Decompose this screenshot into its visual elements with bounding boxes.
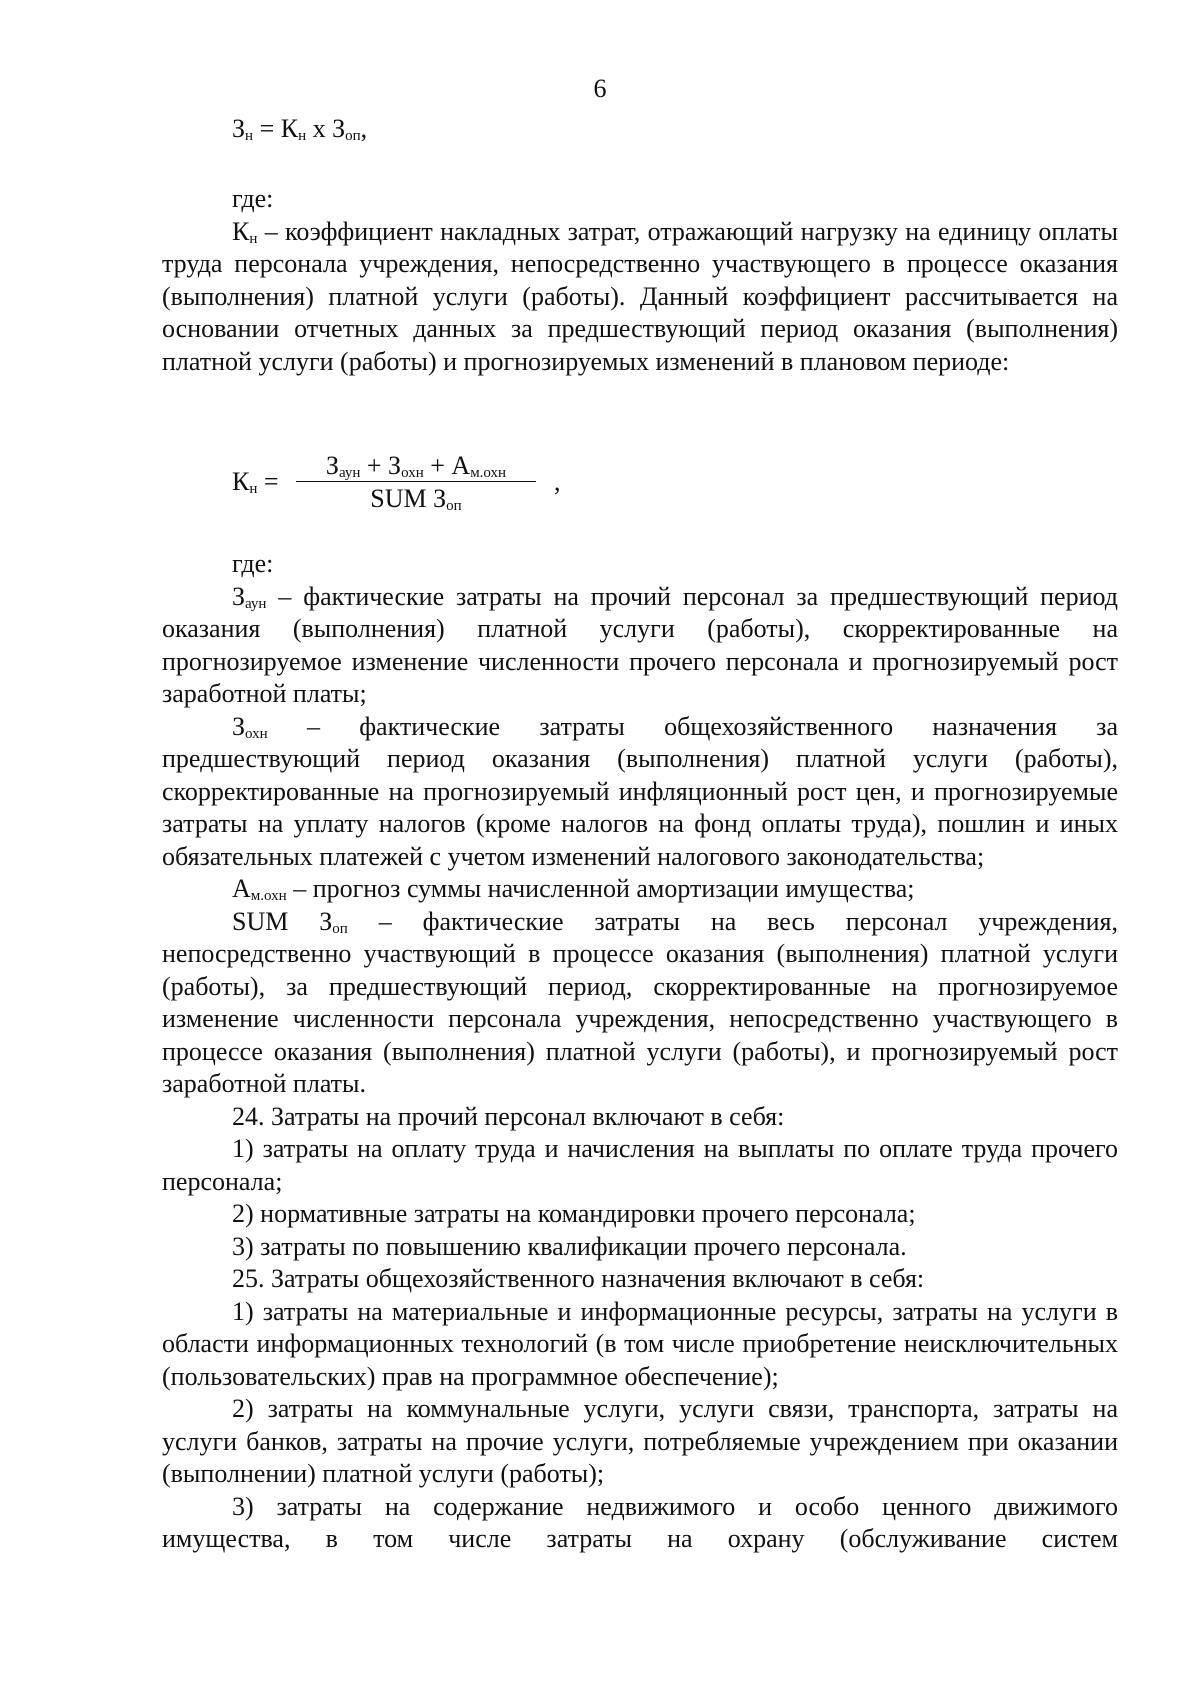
formula-subscript: оп [446,498,462,514]
text-block-2 [162,548,1118,1556]
definition-subscript: н [249,230,258,247]
definition-symbol: А [232,874,251,903]
clause-25-item-3: 3) затраты на содержание недвижимого и особо ценного движимого имущества, в том числе затраты на охрану (обслуживание систем [162,1491,1118,1553]
page-number: 6 [593,74,607,103]
definition-subscript: аун [245,595,267,612]
formula-symbol: + А [423,451,471,480]
definition-symbol: З [232,581,246,611]
definition-text: – фактические затраты на весь персонал учреждения, непосредственно участвующий в процессе оказания (выполнения) платной услуги (работы), за предшествующий период, скорректированные на прогнозируемое изменение численности персонала учреждения, непосредственно участвующего в процессе оказания (выполнения) платной услуги (работы), и прогнозируемый рост заработной платы. [162,906,1118,1098]
formula-symbol: З [325,451,339,480]
formula-subscript: н [245,128,254,144]
definition-amohn [162,873,1118,906]
formula-symbol: З [232,114,246,143]
formula-subscript: н [249,481,258,497]
definition-text: – коэффициент накладных затрат, отражающий нагрузку на единицу оплаты труда персонала учреждения, непосредственно участвующего в процессе оказания (выполнения) платной услуги (работы). Данный коэффициент рассчитывается на основании отчетных данных за предшествующий период оказания (выполнения) платной услуги (работы) и прогнозируемых изменений в плановом периоде: [162,216,1118,376]
clause-24-item-1: 1) затраты на оплату труда и начисления на выплаты по оплате труда прочего персонала; [162,1134,1118,1196]
where-label: где: [232,549,274,578]
formula-symbol: = К [253,114,299,143]
formula-overhead-costs [232,114,367,144]
clause-25-item-2: 2) затраты на коммунальные услуги, услуги связи, транспорта, затраты на услуги банков, затраты на прочие услуги, потребляемые учреждением при оказании (выполнении) платной услуги (работы); [162,1394,1118,1488]
definition-symbol: SUM З [232,906,333,936]
definition-subscript: м.охн [250,888,287,904]
clause-25-item-1: 1) затраты на материальные и информационные ресурсы, затраты на услуги в области информационных технологий (в том числе приобретение неисключительных (пользовательских) прав на программное обеспечение); [162,1296,1118,1391]
formula-punctuation: , [360,114,368,143]
definition-zaup [162,581,1118,711]
definition-kn [162,216,1118,379]
formula-subscript: аун [338,465,361,481]
formula-symbol: К [232,467,250,496]
formula-symbol: + З [360,451,402,480]
formula-subscript: н [298,128,307,144]
formula-subscript: оп [345,128,361,144]
clause-24: 24. Затраты на прочий персонал включают в себя: [232,1101,785,1131]
formula-symbol: х З [306,114,346,143]
formula-punctuation: , [554,467,561,496]
formula-subscript: м.охн [470,465,507,481]
where-label: где: [232,184,274,213]
definition-text: – фактические затраты на прочий персонал за предшествующий период оказания (выполнения) платной услуги (работы), скорректированные на прогнозируемое изменение численности прочего персонала и прогнозируемый рост заработной платы; [162,581,1118,708]
fraction [296,450,536,516]
definition-zohn [162,711,1118,874]
fraction-denominator [296,482,536,516]
definition-subscript: охн [245,725,268,742]
definition-subscript: оп [332,920,348,937]
clause-25: 25. Затраты общехозяйственного назначения включают в себя: [232,1264,925,1293]
definition-symbol: З [232,711,246,741]
definition-sum-zop [162,906,1118,1101]
fraction-numerator [296,450,536,482]
text-block-1 [162,183,1118,378]
definition-symbol: К [232,216,250,246]
definition-text: – фактические затраты общехозяйственного назначения за предшествующий период оказания (выполнения) платной услуги (работы), скорректированные на прогнозируемый инфляционный рост цен, и прогнозируемые затраты на уплату налогов (кроме налогов на фонд оплаты труда), пошлин и иных обязательных платежей с учетом изменений налогового законодательства; [162,711,1118,871]
definition-text: – прогноз суммы начисленной амортизации имущества; [286,874,915,903]
clause-24-item-2: 2) нормативные затраты на командировки прочего персонала; [232,1199,916,1228]
formula-symbol: = [257,467,279,496]
clause-24-item-3: 3) затраты по повышению квалификации прочего персонала. [232,1231,907,1261]
fraction-lhs [232,466,279,499]
formula-subscript: охн [401,465,424,481]
formula-symbol: SUM З [370,484,447,513]
